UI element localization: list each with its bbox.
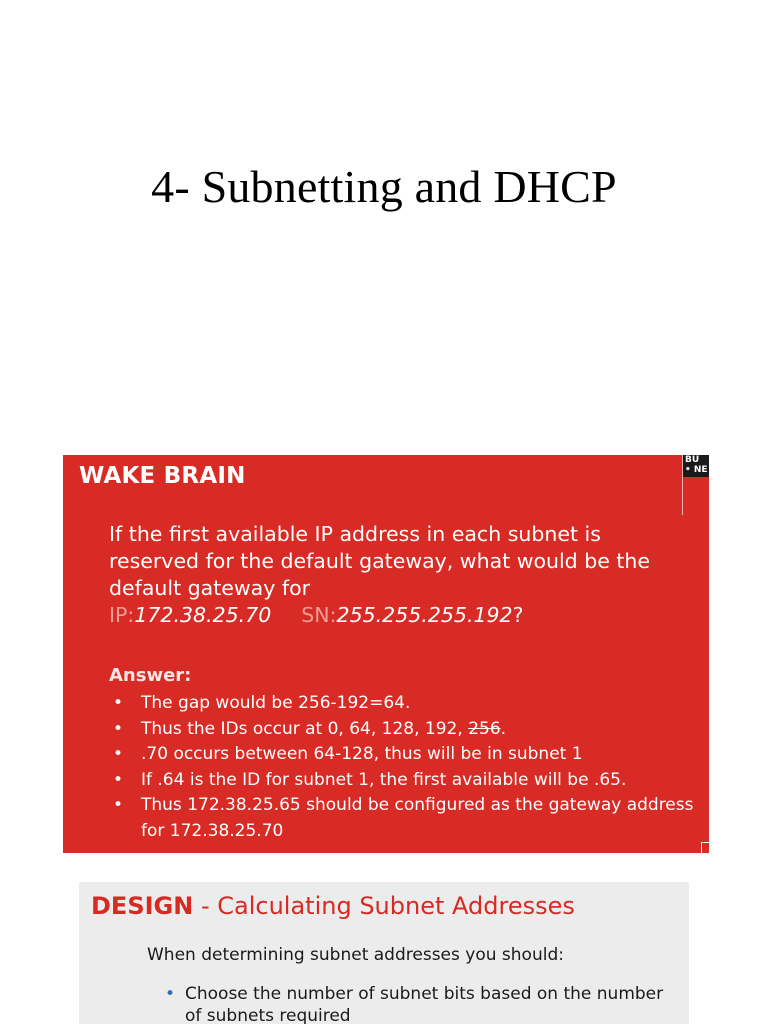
answer-tail: . — [500, 718, 507, 739]
answer-item — [109, 742, 699, 768]
question-line: reserved for the default gateway, what would be the — [109, 549, 650, 573]
design-title-strong: DESIGN — [91, 892, 194, 920]
bullet-icon: • — [113, 795, 124, 815]
bullet-icon: • — [113, 693, 124, 713]
question-text — [109, 521, 709, 629]
bullet-icon: • — [113, 744, 124, 764]
answer-text: .70 occurs between 64-128, thus will be in subnet 1 — [141, 744, 583, 764]
question-line: default gateway for — [109, 576, 311, 600]
bullet-icon: • — [113, 769, 124, 790]
answer-text: Thus the IDs occur at 0, 64, 128, 192, — [141, 718, 469, 739]
sn-value: 255.255.255.192 — [336, 603, 513, 627]
answer-label: Answer: — [109, 665, 192, 686]
bullet-icon: • — [113, 718, 124, 739]
corner-mark — [701, 842, 709, 853]
ip-value: 172.38.25.70 — [134, 603, 272, 627]
wake-brain-slide — [63, 455, 709, 853]
question-mark: ? — [512, 603, 524, 627]
university-logo — [682, 455, 709, 515]
design-bullet-item — [165, 983, 665, 1024]
answer-item — [109, 691, 699, 717]
answer-text: Thus 172.38.25.65 should be configured as the gateway address for 172.38.25.70 — [141, 795, 694, 841]
answer-text: If .64 is the ID for subnet 1, the first available will be .65. — [141, 769, 627, 790]
ip-sn-line — [109, 602, 709, 629]
design-bullet-text: Choose the number of subnet bits based on the number of subnets required — [185, 984, 664, 1024]
logo-mark: BU • NE — [685, 455, 708, 475]
answer-item — [109, 768, 699, 794]
sn-label: SN: — [301, 603, 337, 627]
ip-label: IP: — [109, 603, 135, 627]
answer-list — [109, 691, 699, 844]
answer-text: The gap would be 256-192=64. — [141, 693, 411, 713]
bullet-icon: • — [165, 984, 176, 1004]
design-bullets — [165, 983, 665, 1024]
page-title: 4- Subnetting and DHCP — [151, 161, 617, 212]
answer-item — [109, 717, 699, 743]
design-title — [91, 892, 575, 920]
answer-item — [109, 793, 699, 844]
question-line: If the first available IP address in each subnet is — [109, 522, 601, 546]
design-title-rest: - Calculating Subnet Addresses — [193, 892, 575, 920]
struck-value: 256 — [468, 718, 501, 739]
design-slide — [79, 882, 689, 1024]
slide-heading: WAKE BRAIN — [79, 463, 246, 489]
design-lead: When determining subnet addresses you should: — [147, 945, 564, 965]
